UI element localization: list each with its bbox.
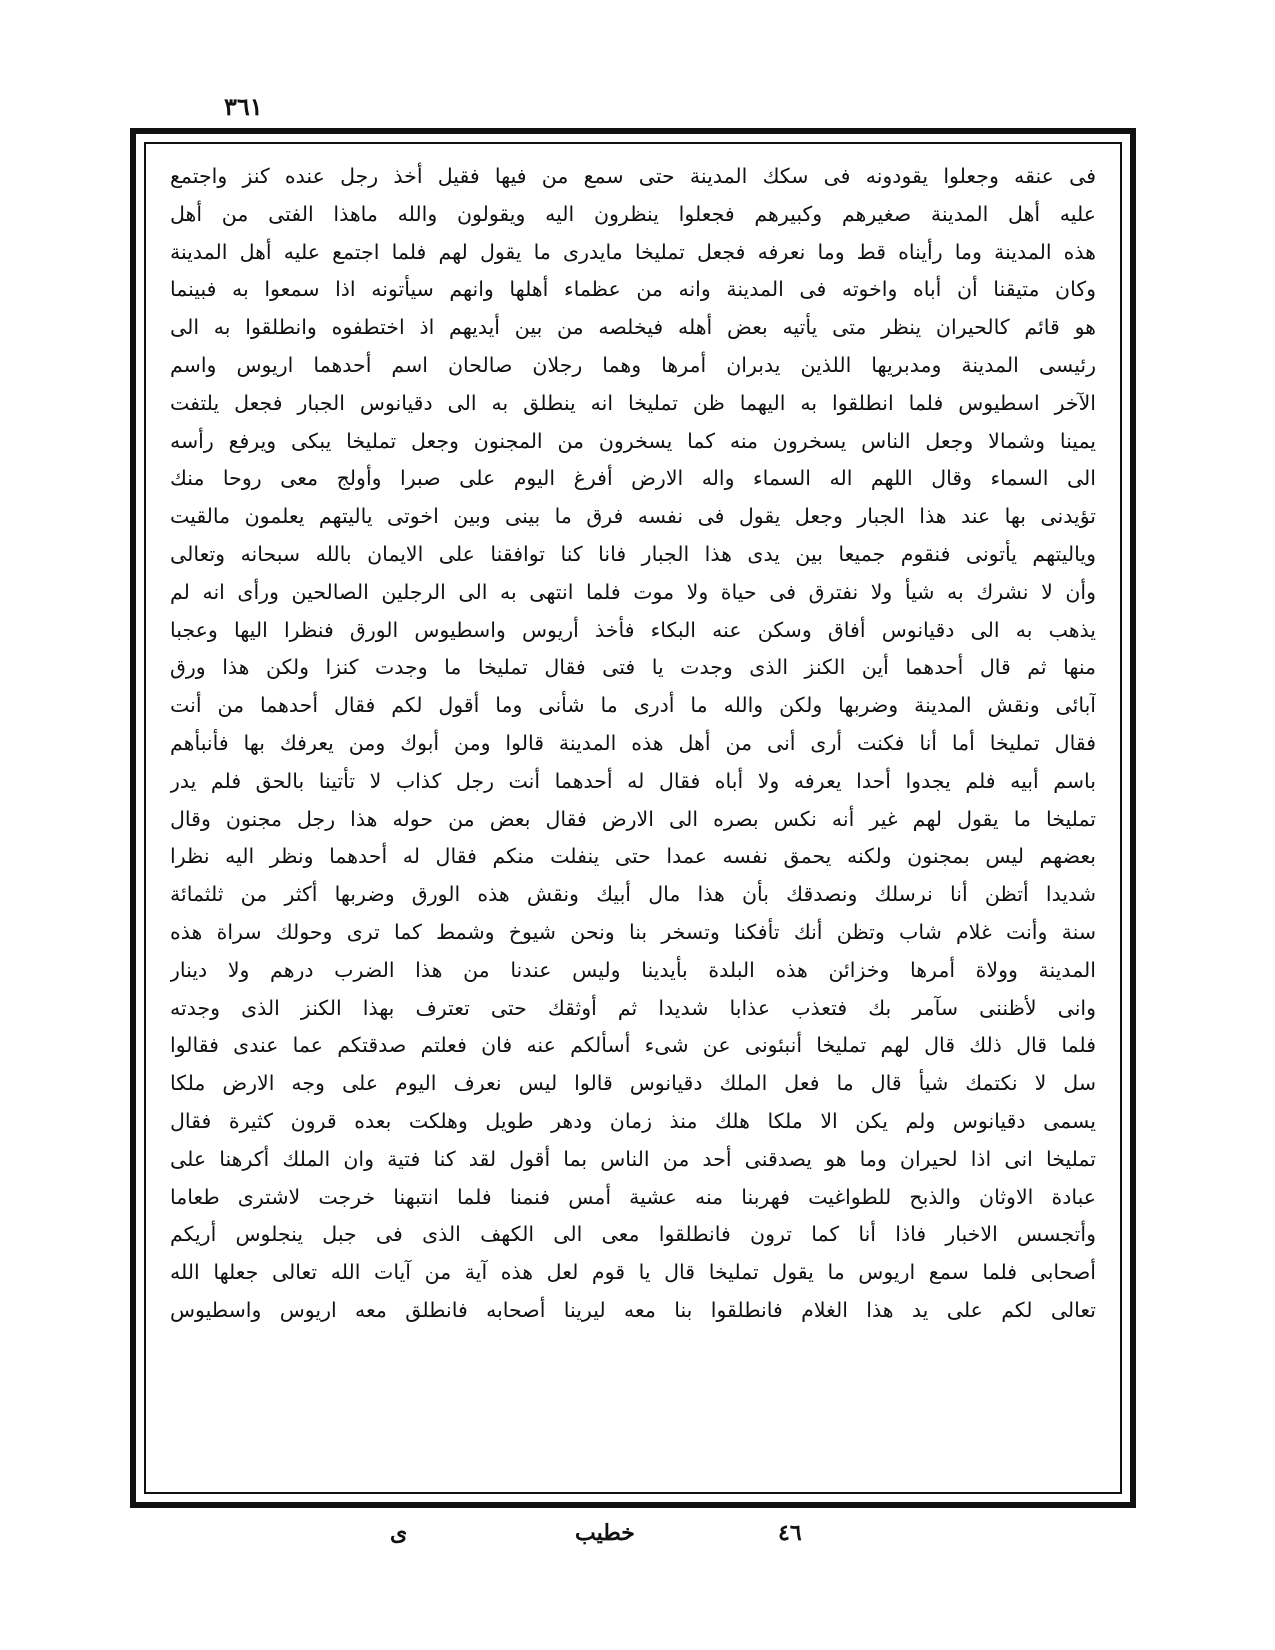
text-line: المدينة وولاة أمرها وخزائن هذه البلدة بأيدينا وليس عندنا من هذا الضرب درهم ولا دينار (170, 957, 1096, 982)
text-line: يسمى دقيانوس ولم يكن الا ملكا هلك منذ زمان ودهر طويل وهلكت بعده قرون كثيرة فقال (170, 1108, 1096, 1133)
page-number: ٣٦١ (224, 92, 263, 121)
text-line: فى عنقه وجعلوا يقودونه فى سكك المدينة حتى سمع من فيها فقيل أخذ رجل عنده كنز واجتمع (170, 164, 1096, 188)
text-line: هو قائم كالحيران ينظر متى يأتيه بعض أهله فيخلصه من بين أيديهم اذ اختطفوه وانطلقوا به الى (170, 315, 1096, 340)
text-line: سنة وأنت غلام شاب وتظن أنك تأفكنا وتسخر بنا ونحن شيوخ وشمط كما ترى وحولك سراة هذه (170, 919, 1096, 944)
text-line: عليه أهل المدينة صغيرهم وكبيرهم فجعلوا ينظرون اليه ويقولون والله ماهذا الفتى من أهل (170, 201, 1096, 226)
text-line: باسم أبيه فلم يجدوا أحدا يعرفه ولا أباه فقال له أحدهما أنت رجل كذاب لا تأتينا بالحق فلم يدر (170, 768, 1096, 793)
text-line: منها ثم قال أحدهما أين الكنز الذى وجدت يا فتى فقال تمليخا ما وجدت كنزا ولكن هذا ورق (170, 655, 1096, 680)
text-line: عبادة الاوثان والذبح للطواغيت فهربنا منه عشية أمس فنمنا فلما انتبهنا خرجت لاشترى طعاما (170, 1184, 1096, 1209)
text-line: وياليتهم يأتونى فنقوم جميعا بين يدى هذا الجبار فانا كنا توافقنا على الايمان بالله سبحانه وتعالى (170, 541, 1096, 566)
text-line: الآخر اسطيوس فلما انطلقوا به اليهما ظن تمليخا انه ينطلق به الى دقيانوس الجبار فجعل يلتفت (170, 390, 1096, 415)
footer-signature-number: ٤٦ (778, 1520, 802, 1546)
footer-signature-name: خطيب (575, 1520, 635, 1546)
text-line: يمينا وشمالا وجعل الناس يسخرون منه كما يسخرون من المجنون وجعل تمليخا يبكى ويرفع رأسه (170, 428, 1096, 453)
text-line: هذه المدينة وما رأيناه قط وما نعرفه فجعل تمليخا مايدرى ما يقول لهم فلما اجتمع عليه أهل المدينة (170, 239, 1096, 264)
text-line: تؤيدنى بها عند هذا الجبار وجعل يقول فى نفسه فرق ما بينى وبين اخوتى ياليتهم يعلمون مالقيت (170, 504, 1096, 529)
text-line: يذهب به الى دقيانوس أفاق وسكن عنه البكاء فأخذ أريوس واسطيوس الورق فنظرا اليها وعجبا (170, 617, 1096, 642)
text-line: وأتجسس الاخبار فاذا أنا كما ترون فانطلقوا معى الى الكهف الذى فى جبل ينجلوس أريكم (170, 1222, 1096, 1247)
text-line: وانى لأظننى سآمر بك فتعذب عذابا شديدا ثم أوثقك حتى تعترف بهذا الكنز الذى وجدته (170, 995, 1096, 1020)
text-line: تمليخا انى اذا لحيران وما هو يصدقنى أحد من الناس بما أقول لقد كنا فتية وان الملك أكرهنا على (170, 1146, 1096, 1171)
page-border-inner (144, 142, 1122, 1494)
text-line: بعضهم ليس بمجنون ولكنه يحمق نفسه عمدا حتى ينفلت منكم فقال له أحدهما ونظر اليه نظرا (170, 844, 1096, 869)
text-line: فقال تمليخا أما أنا فكنت أرى أنى من أهل هذه المدينة قالوا ومن أبوك ومن يعرفك بها فأنبأهم (170, 730, 1096, 755)
text-line: وكان متيقنا أن أباه واخوته فى المدينة وانه من عظماء أهلها وانهم سيأتونه اذا سمعوا به فبينما (170, 277, 1096, 302)
text-line: سل لا نكتمك شيأ قال ما فعل الملك دقيانوس قالوا ليس نعرف اليوم على وجه الارض ملكا (170, 1071, 1096, 1096)
text-line: آبائى ونقش المدينة وضربها ولكن والله ما أدرى ما شأنى وما أقول لكم فقال أحدهما من أنت (170, 693, 1096, 718)
body-text (170, 158, 1096, 1482)
page-footer (0, 1520, 1275, 1560)
text-line: تعالى لكم على يد هذا الغلام فانطلقوا بنا معه ليرينا أصحابه فانطلق معه اريوس واسطيوس (170, 1297, 1096, 1322)
text-line: وأن لا نشرك به شيأ ولا نفترق فى حياة ولا موت فلما انتهى به الى الرجلين الصالحين ورأى انه لم (170, 579, 1096, 604)
text-line: تمليخا ما يقول لهم غير أنه نكس بصره الى الارض فقال بعض من حوله هذا رجل مجنون وقال (170, 806, 1096, 831)
footer-signature-part: ى (390, 1520, 408, 1546)
text-line: الى السماء وقال اللهم اله السماء واله الارض أفرغ اليوم على صبرا وأولج معى روحا منك (170, 466, 1096, 491)
page-border (130, 128, 1136, 1508)
text-line: شديدا أتظن أنا نرسلك ونصدقك بأن هذا مال أبيك ونقش هذه الورق وضربها أكثر من ثلثمائة (170, 882, 1096, 907)
text-line: أصحابى فلما سمع اريوس ما يقول تمليخا قال يا قوم لعل هذه آية من آيات الله تعالى جعلها الله (170, 1260, 1096, 1285)
text-line: فلما قال ذلك قال لهم تمليخا أنبئونى عن شىء أسألكم عنه فان فعلتم صدقتكم عما عندى فقالوا (170, 1033, 1096, 1058)
text-line: رئيسى المدينة ومدبريها اللذين يدبران أمرها وهما رجلان صالحان اسم أحدهما اريوس واسم (170, 352, 1096, 377)
